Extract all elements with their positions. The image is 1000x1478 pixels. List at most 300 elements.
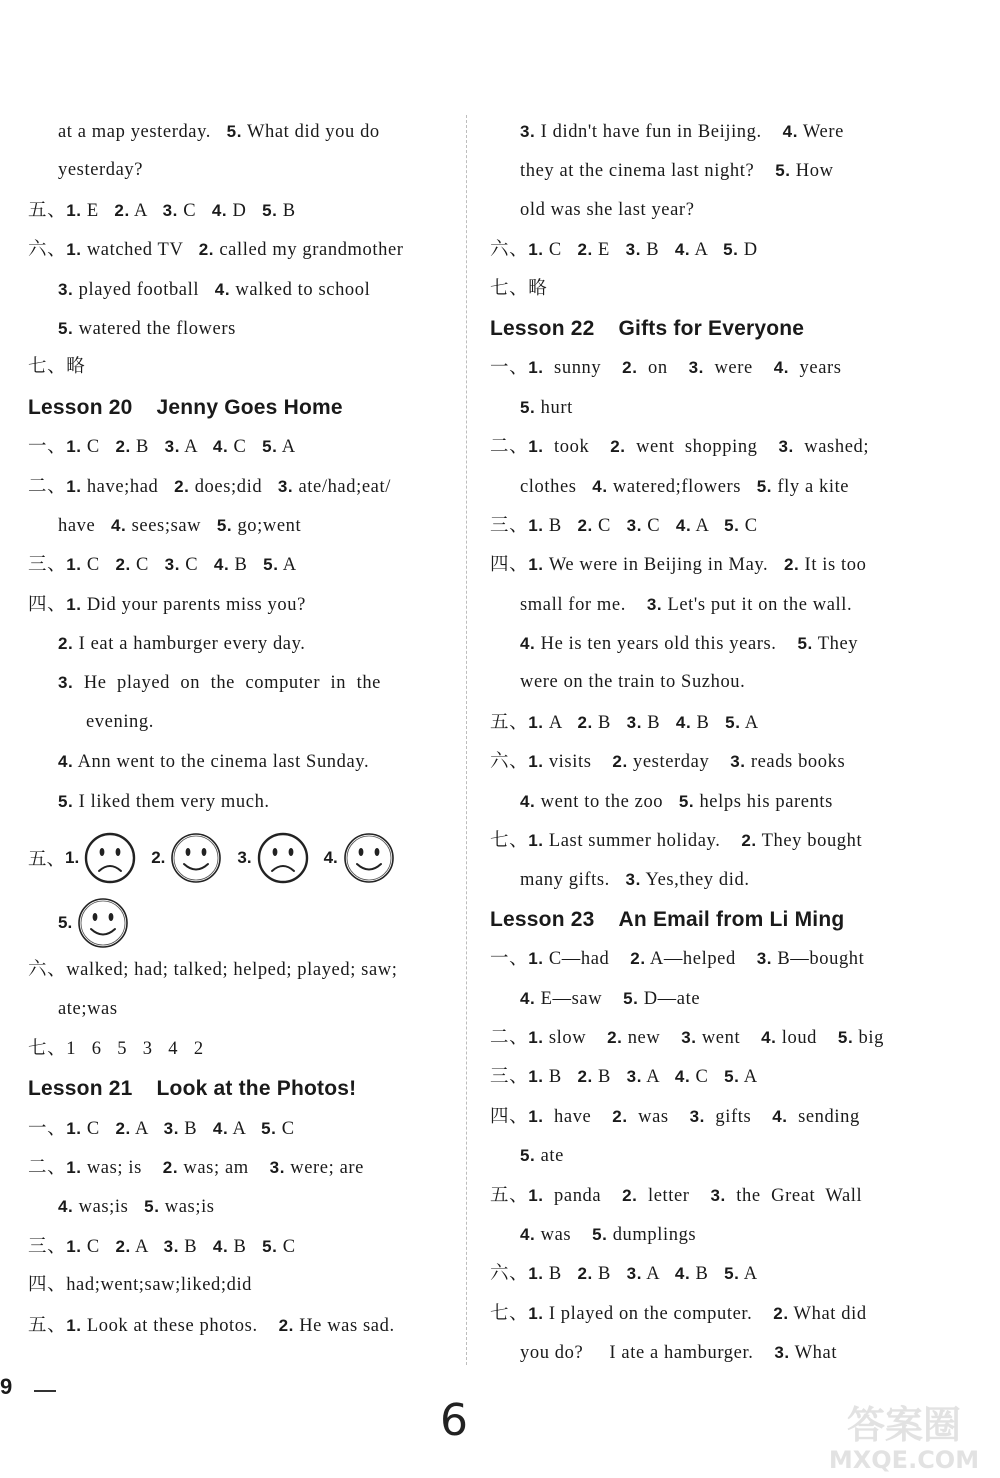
item-number: 3.	[710, 1185, 726, 1205]
answer-text: A	[278, 555, 297, 576]
item-number: 4.	[674, 1067, 691, 1087]
item-number: 3.	[778, 437, 794, 457]
answer-text: 七、略	[490, 278, 548, 299]
answer-text: How	[790, 161, 834, 182]
item-number: 1.	[66, 437, 82, 457]
item-number: 1.	[65, 848, 80, 868]
answer-line	[28, 1109, 448, 1148]
lesson-number: Lesson 20	[28, 395, 133, 419]
answer-text: ate;was	[58, 999, 118, 1020]
lesson-number: Lesson 22	[490, 316, 595, 340]
answer-text: C	[276, 1118, 295, 1139]
answer-line	[490, 1018, 910, 1057]
answer-text: I eat a hamburger every day.	[73, 634, 306, 655]
item-number: 3.	[626, 515, 643, 535]
item-number: 4.	[212, 437, 229, 457]
item-number: 5.	[837, 1027, 854, 1047]
answer-text: Ann went to the cinema last Sunday.	[73, 752, 370, 773]
answer-text: gifts	[704, 1106, 773, 1127]
item-number: 2.	[612, 1106, 628, 1126]
item-number: 5.	[58, 791, 74, 811]
lesson-title: Gifts for Everyone	[618, 316, 805, 340]
answer-text: big	[853, 1027, 884, 1048]
item-number: 5.	[520, 397, 536, 417]
answer-text: 五、	[28, 200, 67, 221]
answer-text: B	[130, 437, 165, 458]
answer-text: panda	[543, 1185, 623, 1206]
answer-text: new	[622, 1027, 682, 1048]
answer-text: were on the train to Suzhou.	[520, 672, 746, 693]
item-number: 1.	[528, 1303, 544, 1323]
answer-text: 六、	[490, 752, 529, 773]
item-number: 5.	[725, 712, 741, 732]
item-number: 2.	[610, 437, 626, 457]
item-number: 1.	[66, 240, 82, 260]
answer-text: 七、略	[28, 357, 86, 378]
answer-text: C	[739, 515, 758, 536]
sad-face-icon	[83, 831, 137, 885]
answer-text: you do? I ate a hamburger.	[520, 1343, 775, 1364]
answer-line	[28, 270, 448, 309]
answer-line	[28, 427, 448, 466]
item-number: 5.	[797, 634, 813, 654]
answer-text: C	[81, 437, 116, 458]
item-number: 4.	[761, 1027, 777, 1047]
answer-text: Let's put it on the wall.	[662, 594, 853, 615]
item-number: 2.	[577, 1067, 593, 1087]
lesson-heading	[28, 388, 448, 427]
answer-text: old was she last year?	[520, 199, 695, 220]
answer-text: helps his parents	[694, 791, 833, 812]
item-number: 4.	[674, 240, 691, 260]
item-number: 1.	[528, 1027, 544, 1047]
answer-text: C	[543, 240, 578, 261]
answer-text: B	[228, 1236, 263, 1257]
item-number: 2.	[577, 1264, 593, 1284]
answer-text: yesterday?	[58, 160, 144, 181]
answer-text: A	[130, 1236, 164, 1257]
item-number: 3.	[163, 1236, 180, 1256]
item-number: 4.	[520, 988, 536, 1008]
answer-text: B	[592, 712, 627, 733]
answer-line	[490, 1057, 910, 1096]
item-number: 3.	[756, 949, 773, 969]
answer-line	[28, 742, 448, 781]
item-number: 1.	[528, 712, 544, 732]
answer-text: the Great Wall	[725, 1185, 863, 1206]
item-number: 4.	[58, 1197, 74, 1217]
answer-line	[490, 742, 910, 781]
answer-text: went to the zoo	[535, 791, 679, 812]
watermark-url: MXQE.COM	[828, 1446, 980, 1474]
answer-line	[28, 663, 448, 702]
item-number: 1.	[528, 515, 544, 535]
answer-text: ate	[535, 1146, 564, 1167]
item-number: 2.	[115, 1236, 131, 1256]
answer-text: They bought	[756, 831, 863, 852]
answer-text: sees;saw	[126, 515, 217, 536]
answer-text: was; am	[178, 1157, 270, 1178]
answer-line	[28, 151, 448, 190]
answer-text: B	[592, 1264, 627, 1285]
item-number: 4.	[214, 279, 231, 299]
answer-line	[28, 1030, 448, 1069]
answer-text: C	[642, 515, 676, 536]
item-number: 1.	[66, 555, 82, 575]
item-number: 3.	[237, 848, 252, 868]
answer-text: called my grandmother	[214, 240, 404, 261]
item-number: 5.	[775, 161, 791, 181]
face-answer-row	[28, 895, 448, 951]
answer-line	[490, 821, 910, 860]
item-number: 5.	[58, 318, 74, 338]
answer-text: dumplings	[607, 1224, 697, 1245]
answer-line	[490, 663, 910, 702]
page-number-dash	[34, 1390, 56, 1392]
answer-text: 三、	[28, 1236, 67, 1257]
answer-text: have	[543, 1106, 613, 1127]
item-number: 3.	[681, 1027, 697, 1047]
answer-line	[490, 782, 910, 821]
answer-line	[490, 348, 910, 387]
answer-text: walked to school	[230, 279, 371, 300]
answer-text: B	[277, 200, 296, 221]
lesson-title: Look at the Photos!	[156, 1077, 357, 1101]
answer-text: slow	[543, 1027, 608, 1048]
answer-text: A	[129, 200, 163, 221]
answer-text: E	[81, 200, 115, 221]
item-number: 4.	[323, 848, 338, 868]
answer-line	[490, 545, 910, 584]
item-number: 5.	[756, 476, 773, 496]
answer-text: 四、	[490, 1106, 529, 1127]
answer-line	[490, 191, 910, 230]
item-number: 4.	[675, 712, 692, 732]
answer-line	[490, 230, 910, 269]
answer-text: C	[178, 200, 212, 221]
answer-text: C	[228, 437, 263, 458]
item-number: 2.	[741, 831, 757, 851]
item-number: 3.	[164, 555, 181, 575]
answer-text: 六、	[490, 240, 529, 261]
item-number: 1.	[528, 240, 544, 260]
answer-text: evening.	[86, 711, 154, 732]
answer-text: was;is	[73, 1197, 145, 1218]
answer-text: 七、1 6 5 3 4 2	[28, 1038, 204, 1059]
handwritten-mark: 6	[440, 1395, 468, 1446]
answer-line	[490, 112, 910, 151]
answer-text: 一、	[490, 358, 529, 379]
item-number: 5.	[623, 988, 639, 1008]
item-number: 2.	[162, 1157, 179, 1177]
item-number: 1.	[528, 1067, 544, 1087]
answer-line	[28, 951, 448, 990]
item-number: 1.	[528, 1264, 544, 1284]
answer-text: many gifts.	[520, 870, 626, 891]
answer-text: A	[691, 515, 725, 536]
left-column	[28, 112, 448, 1345]
answer-line	[490, 270, 910, 309]
item-number: 2.	[577, 240, 593, 260]
answer-text: Were	[798, 122, 844, 142]
lesson-title: An Email from Li Ming	[618, 907, 845, 931]
answer-text: 四、	[28, 594, 67, 615]
answer-text: D	[738, 240, 758, 261]
answer-line	[28, 506, 448, 545]
answer-text: It is too	[799, 555, 867, 576]
answer-line	[28, 1227, 448, 1266]
item-number: 3.	[688, 358, 704, 378]
answer-line	[490, 1215, 910, 1254]
answer-text: were	[704, 358, 774, 379]
answer-text: C	[130, 555, 165, 576]
item-number: 1.	[528, 1185, 544, 1205]
answer-text: watched TV	[81, 240, 199, 261]
item-number: 2.	[773, 1303, 789, 1323]
item-number: 3.	[774, 1343, 790, 1363]
item-number: 3.	[625, 870, 641, 890]
item-number: 4.	[213, 555, 230, 575]
answer-text: washed;	[793, 437, 870, 458]
answer-text: B	[642, 712, 676, 733]
answer-text: B	[179, 1236, 213, 1257]
item-number: 4.	[211, 200, 228, 220]
answer-text: 一、	[28, 1118, 67, 1139]
answer-text: small for me.	[520, 594, 647, 615]
answer-line	[28, 112, 448, 151]
face-answer-row	[28, 821, 448, 895]
answer-text: 七、	[490, 831, 529, 852]
column-divider	[466, 115, 467, 1365]
item-number: 5.	[592, 1224, 608, 1244]
answer-line	[490, 506, 910, 545]
item-number: 3.	[625, 240, 642, 260]
answer-text: A	[130, 1118, 164, 1139]
lesson-title: Jenny Goes Home	[156, 395, 343, 419]
item-number: 4.	[520, 1224, 536, 1244]
answer-text: played football	[73, 279, 215, 300]
item-number: 4.	[520, 634, 536, 654]
page-number: 9	[0, 1374, 13, 1399]
answer-text: 五、	[490, 712, 529, 733]
answer-text: reads books	[745, 752, 846, 773]
answer-text: 二、	[28, 476, 67, 497]
face-answer	[237, 831, 309, 885]
answer-text: clothes	[520, 476, 593, 497]
item-number: 5.	[58, 913, 73, 933]
item-number: 2.	[114, 200, 130, 220]
answer-text: C	[180, 555, 214, 576]
answer-text: A	[543, 712, 578, 733]
answer-text: B	[592, 1067, 627, 1088]
answer-text: What did you do	[242, 122, 380, 142]
watermark-text: 答案圈	[846, 1403, 962, 1447]
item-number: 4.	[520, 791, 536, 811]
answer-line	[28, 585, 448, 624]
item-number: 1.	[66, 1236, 82, 1256]
item-number: 4.	[782, 122, 799, 141]
item-number: 1.	[528, 752, 544, 772]
answer-line	[490, 427, 910, 466]
answer-line	[28, 1148, 448, 1187]
item-number: 5.	[216, 515, 233, 535]
answer-text: B	[691, 712, 726, 733]
answer-text: C	[690, 1067, 725, 1088]
answer-line	[28, 990, 448, 1029]
answer-text: He was sad.	[293, 1315, 395, 1336]
answer-text: ate/had;eat/	[293, 476, 391, 497]
item-number: 1.	[66, 1157, 82, 1177]
answer-text: C	[81, 1236, 116, 1257]
item-number: 5.	[262, 1236, 278, 1256]
item-number: 1.	[528, 358, 544, 378]
answer-text: A—helped	[645, 949, 757, 970]
item-number: 5.	[520, 1146, 536, 1166]
answer-text: B	[543, 515, 578, 536]
answer-text: loud	[776, 1027, 838, 1048]
answer-text: 五、	[28, 1315, 67, 1336]
answer-text: D	[227, 200, 263, 221]
answer-text: does;did	[189, 476, 278, 497]
item-number: 3.	[646, 594, 663, 614]
answer-line	[28, 1266, 448, 1305]
item-number: 1.	[528, 831, 544, 851]
answer-text: 六、walked; had; talked; helped; played; saw;	[28, 960, 398, 981]
answer-text: He is ten years old this years.	[535, 634, 798, 655]
item-number: 1.	[66, 200, 82, 220]
item-number: 2.	[115, 437, 131, 457]
item-number: 3.	[162, 200, 179, 220]
answer-text: on	[637, 358, 689, 379]
answer-text: C	[277, 1236, 296, 1257]
answer-line	[490, 1136, 910, 1175]
lesson-number: Lesson 23	[490, 907, 595, 931]
item-number: 4.	[772, 1106, 788, 1126]
item-number: 2.	[607, 1027, 623, 1047]
answer-text: sunny	[543, 358, 623, 379]
face-answer	[58, 896, 130, 950]
answer-text: 四、had;went;saw;liked;did	[28, 1275, 253, 1296]
answer-text: 二、	[490, 437, 529, 458]
answer-text: Did your parents miss you?	[81, 594, 306, 615]
item-number: 5.	[262, 200, 278, 220]
answer-text: go;went	[232, 515, 302, 536]
answer-line	[28, 782, 448, 821]
answer-text: 二、	[490, 1027, 529, 1048]
item-number: 4.	[773, 358, 790, 378]
item-number: 3.	[626, 1264, 643, 1284]
answer-text: they at the cinema last night?	[520, 161, 776, 182]
answer-text: I didn't have fun in Beijing.	[535, 122, 783, 142]
answer-text: fly a kite	[772, 476, 850, 497]
answer-text: went shopping	[625, 437, 779, 458]
answer-text: A	[739, 1067, 758, 1088]
answer-text: have	[58, 515, 111, 536]
answer-text: I liked them very much.	[73, 791, 270, 812]
item-number: 4.	[592, 476, 608, 496]
answer-text: He played on the computer in the	[73, 673, 381, 694]
happy-face-icon	[169, 831, 223, 885]
answer-text: was; is	[81, 1157, 163, 1178]
answer-line	[28, 624, 448, 663]
answer-text: at a map yesterday.	[58, 122, 227, 142]
item-number: 5.	[724, 1067, 740, 1087]
answer-text: were; are	[285, 1157, 364, 1178]
answer-text: C	[592, 515, 627, 536]
answer-line	[490, 624, 910, 663]
answer-text: We were in Beijing in May.	[543, 555, 784, 576]
answer-text: A	[180, 437, 213, 458]
item-number: 4.	[674, 1264, 691, 1284]
answer-line	[490, 1097, 910, 1136]
answer-line	[490, 467, 910, 506]
answer-text: yesterday	[627, 752, 731, 773]
item-number: 1.	[528, 437, 544, 457]
item-number: 2.	[198, 240, 215, 260]
item-number: 5.	[261, 1118, 277, 1138]
item-number: 1.	[528, 555, 544, 575]
answer-text: C	[81, 1118, 116, 1139]
face-answer	[151, 831, 223, 885]
item-number: 3.	[626, 1067, 643, 1087]
answer-line	[490, 1294, 910, 1333]
happy-face-icon	[342, 831, 396, 885]
answer-line	[490, 939, 910, 978]
answer-text: 三、	[28, 555, 67, 576]
answer-text: 一、	[490, 949, 529, 970]
item-number: 3.	[730, 752, 746, 772]
item-number: 1.	[66, 594, 82, 614]
answer-line	[28, 1187, 448, 1226]
item-number: 2.	[622, 1185, 638, 1205]
answer-text: was	[627, 1106, 690, 1127]
answer-text: 三、	[490, 515, 529, 536]
lesson-heading	[490, 309, 910, 348]
answer-text: Look at these photos.	[81, 1315, 279, 1336]
item-number: 5.	[723, 240, 739, 260]
answer-text: A	[642, 1067, 675, 1088]
item-number: 2.	[151, 848, 166, 868]
answer-text: B	[543, 1067, 578, 1088]
item-number: 3.	[163, 1118, 180, 1138]
answer-text: years	[789, 358, 842, 379]
item-number: 2.	[577, 712, 593, 732]
answer-text: B	[229, 555, 264, 576]
answer-text: 七、	[490, 1303, 529, 1324]
answer-text: 四、	[490, 555, 529, 576]
item-number: 1.	[66, 476, 82, 496]
answer-text: They	[812, 634, 859, 655]
item-number: 1.	[66, 1118, 82, 1138]
item-number: 2.	[278, 1315, 294, 1335]
answer-text: What	[789, 1343, 838, 1364]
item-number: 2.	[174, 476, 190, 496]
item-number: 4.	[212, 1236, 229, 1256]
answer-text: A	[690, 240, 724, 261]
answer-text: went	[696, 1027, 762, 1048]
face-answer	[65, 831, 137, 885]
answer-line	[28, 309, 448, 348]
item-number: 2.	[630, 949, 646, 969]
answer-text: B	[543, 1264, 578, 1285]
item-number: 3.	[58, 673, 74, 693]
item-number: 2.	[622, 358, 638, 378]
answer-text: What did	[788, 1303, 867, 1324]
watermark-logo	[818, 1396, 990, 1474]
answer-line	[28, 348, 448, 387]
item-number: 4.	[58, 752, 74, 772]
answer-line	[490, 703, 910, 742]
